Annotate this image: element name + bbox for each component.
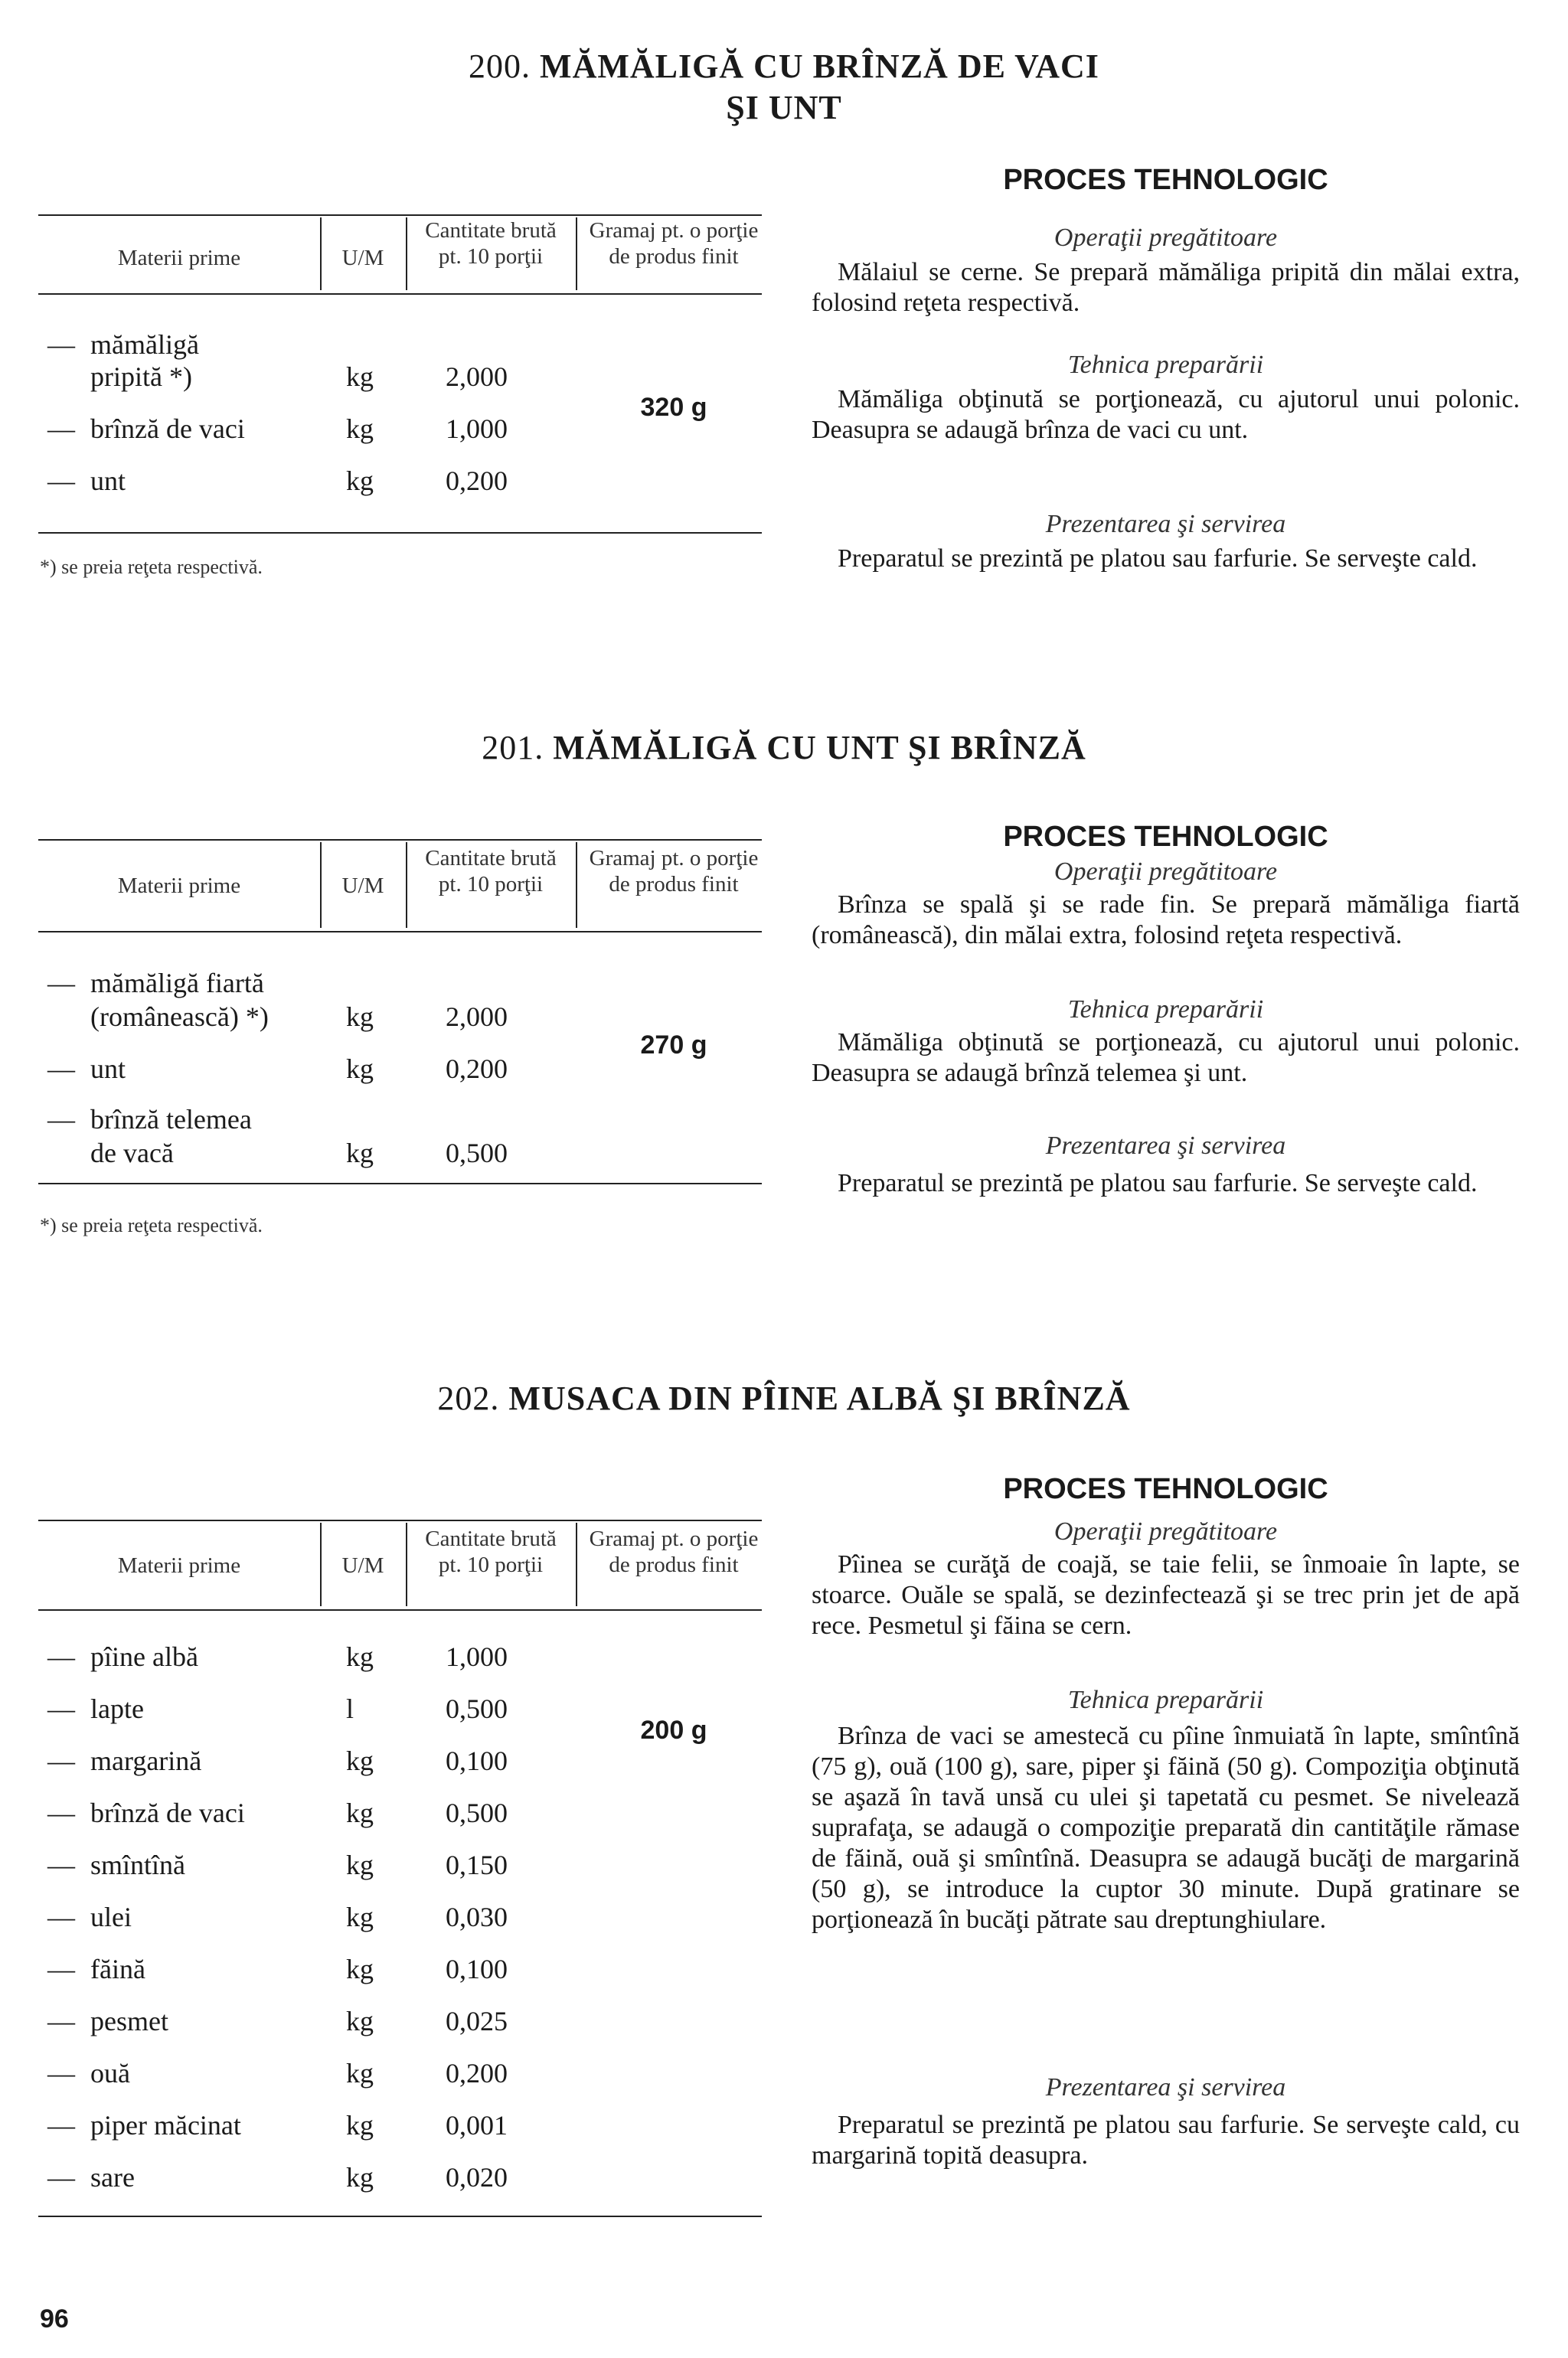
ingredient-unit: kg bbox=[346, 361, 374, 392]
ingredient-dash: — bbox=[47, 1053, 75, 1084]
technique-heading: Tehnica preparării bbox=[1067, 995, 1264, 1024]
ingredient-qty: 0,500 bbox=[446, 1693, 508, 1724]
table-divider bbox=[406, 1523, 407, 1606]
ingredient-unit: kg bbox=[346, 1053, 374, 1084]
ingredient-qty: 0,200 bbox=[446, 465, 508, 496]
gramaj-value: 200 g bbox=[640, 1716, 707, 1745]
table-divider bbox=[576, 842, 577, 928]
serving-heading: Prezentarea şi servirea bbox=[1045, 510, 1286, 538]
ingredient-dash: — bbox=[47, 2162, 75, 2193]
ingredient-dash: — bbox=[47, 1850, 75, 1880]
ingredient-dash: — bbox=[47, 2110, 75, 2141]
ingredient-qty: 2,000 bbox=[446, 1001, 508, 1032]
table-divider bbox=[576, 1523, 577, 1606]
ingredient-dash: — bbox=[47, 1902, 75, 1932]
ingredient-name: lapte bbox=[90, 1693, 144, 1724]
ingredient-name: ulei bbox=[90, 1902, 132, 1932]
serving-heading: Prezentarea şi servirea bbox=[1045, 1132, 1286, 1160]
ingredient-qty: 0,030 bbox=[446, 1902, 508, 1932]
ingredient-unit: kg bbox=[346, 1746, 374, 1776]
table-divider bbox=[406, 842, 407, 928]
preparatory-heading: Operaţii pregătitoare bbox=[1054, 224, 1278, 252]
technique-text: Brînza de vaci se amestecă cu pîine înmuiată în lapte, smîntînă (75 g), ouă (100 g), sare, piper şi făină (50 g). Compoziţia obţinută se aşază în tavă unsă cu ulei şi tapetată cu pesmet. Se nivelează suprafaţa, se adaugă o compoziţie preparată din cantităţile rămase de făină, ouă şi smîntînă. Deasupra se adaugă bucăţi de margarină (50 g), se introduce la cuptor 30 minute. După gratinare se porţionează în bucăţi pătrate sau dreptunghiulare. bbox=[812, 1722, 1520, 1934]
ingredient-qty: 0,001 bbox=[446, 2110, 508, 2141]
header-gramaj: Gramaj pt. o porţie de produs finit bbox=[589, 1527, 759, 1577]
ingredient-qty: 1,000 bbox=[446, 1641, 508, 1672]
ingredient-name: ouă bbox=[90, 2058, 130, 2089]
ingredient-dash: — bbox=[47, 968, 75, 998]
ingredient-qty: 0,200 bbox=[446, 1053, 508, 1084]
table-rule bbox=[38, 931, 762, 932]
ingredient-name-cont: pripită *) bbox=[90, 361, 192, 392]
header-materials: Materii prime bbox=[117, 1553, 241, 1578]
ingredient-unit: kg bbox=[346, 413, 374, 444]
ingredient-name: unt bbox=[90, 465, 126, 496]
recipe-number: 202. bbox=[437, 1380, 500, 1417]
technique-text: Mămăliga obţinută se porţionează, cu ajutorul unui polonic. Deasupra se adaugă brînza de vaci cu unt. bbox=[812, 385, 1520, 444]
ingredient-qty: 2,000 bbox=[446, 361, 508, 392]
gramaj-value: 320 g bbox=[640, 393, 707, 422]
ingredient-unit: kg bbox=[346, 2162, 374, 2193]
ingredient-unit: kg bbox=[346, 1902, 374, 1932]
ingredient-unit: kg bbox=[346, 465, 374, 496]
header-quantity: Cantitate brută pt. 10 porţii bbox=[425, 846, 557, 896]
preparatory-text: Brînza se spală şi se rade fin. Se prepară mămăliga fiartă (românească), din mălai extra, folosind reţeta respectivă. bbox=[812, 890, 1520, 949]
ingredient-unit: l bbox=[346, 1693, 354, 1724]
recipe-title-line1: MĂMĂLIGĂ CU UNT ŞI BRÎNZĂ bbox=[553, 729, 1086, 766]
recipe-title-line1: MUSACA DIN PÎINE ALBĂ ŞI BRÎNZĂ bbox=[508, 1380, 1131, 1417]
ingredient-name: mămăligă bbox=[90, 329, 199, 360]
ingredient-dash: — bbox=[47, 2006, 75, 2036]
header-unit: U/M bbox=[341, 874, 384, 898]
ingredient-qty: 1,000 bbox=[446, 413, 508, 444]
ingredient-unit: kg bbox=[346, 2110, 374, 2141]
recipe-201-title bbox=[0, 727, 1568, 769]
ingredient-name: mămăligă fiartă bbox=[90, 968, 264, 998]
ingredient-unit: kg bbox=[346, 1954, 374, 1984]
ingredient-qty: 0,100 bbox=[446, 1746, 508, 1776]
ingredient-dash: — bbox=[47, 1641, 75, 1672]
header-gramaj: Gramaj pt. o porţie de produs finit bbox=[589, 846, 759, 896]
header-quantity: Cantitate brută pt. 10 porţii bbox=[425, 1527, 557, 1577]
preparatory-heading: Operaţii pregătitoare bbox=[1054, 857, 1278, 886]
table-rule bbox=[38, 293, 762, 295]
ingredient-name-cont: (românească) *) bbox=[90, 1001, 269, 1032]
technique-heading: Tehnica preparării bbox=[1067, 1686, 1264, 1714]
ingredient-name: smîntînă bbox=[90, 1850, 185, 1880]
technique-heading: Tehnica preparării bbox=[1067, 351, 1264, 379]
ingredient-unit: kg bbox=[346, 1138, 374, 1168]
recipe-200-title bbox=[0, 46, 1568, 87]
ingredient-name: pîine albă bbox=[90, 1641, 198, 1672]
header-unit: U/M bbox=[341, 246, 384, 270]
table-rule bbox=[38, 532, 762, 534]
serving-text: Preparatul se prezintă pe platou sau farfurie. Se serveşte cald. bbox=[838, 1169, 1478, 1197]
footnote: *) se preia reţeta respectivă. bbox=[40, 556, 263, 578]
page-number: 96 bbox=[40, 2304, 69, 2334]
table-divider bbox=[576, 217, 577, 290]
recipe-200-title-line2: ŞI UNT bbox=[726, 89, 842, 126]
table-rule bbox=[38, 1609, 762, 1611]
ingredient-qty: 0,020 bbox=[446, 2162, 508, 2193]
process-heading: PROCES TEHNOLOGIC bbox=[1003, 1473, 1328, 1505]
ingredient-dash: — bbox=[47, 1954, 75, 1984]
ingredient-unit: kg bbox=[346, 2006, 374, 2036]
ingredient-name-cont: de vacă bbox=[90, 1138, 174, 1168]
ingredient-name: piper măcinat bbox=[90, 2110, 241, 2141]
preparatory-text: Pîinea se curăţă de coajă, se taie felii, se înmoaie în lapte, se stoarce. Ouăle se spală, se dezinfectează şi se trec prin jet de apă rece. Pesmetul şi făina se cern. bbox=[812, 1550, 1520, 1640]
table-rule bbox=[38, 839, 762, 841]
ingredient-qty: 0,025 bbox=[446, 2006, 508, 2036]
ingredient-dash: — bbox=[47, 1746, 75, 1776]
ingredient-name: pesmet bbox=[90, 2006, 168, 2036]
ingredient-qty: 0,150 bbox=[446, 1850, 508, 1880]
ingredient-dash: — bbox=[47, 1693, 75, 1724]
header-quantity: Cantitate brută pt. 10 porţii bbox=[425, 218, 557, 269]
ingredient-unit: kg bbox=[346, 1641, 374, 1672]
serving-text: Preparatul se prezintă pe platou sau farfurie. Se serveşte cald. bbox=[838, 544, 1478, 573]
ingredient-dash: — bbox=[47, 465, 75, 496]
technique-text: Mămăliga obţinută se porţionează, cu ajutorul unui polonic. Deasupra se adaugă brînză telemea şi unt. bbox=[812, 1028, 1520, 1087]
recipe-number: 201. bbox=[482, 729, 544, 766]
ingredient-name: sare bbox=[90, 2162, 135, 2193]
header-unit: U/M bbox=[341, 1553, 384, 1578]
ingredient-dash: — bbox=[47, 413, 75, 444]
footnote: *) se preia reţeta respectivă. bbox=[40, 1214, 263, 1236]
ingredient-qty: 0,200 bbox=[446, 2058, 508, 2089]
preparatory-text: Mălaiul se cerne. Se prepară mămăliga pripită din mălai extra, folosind reţeta respectivă. bbox=[812, 258, 1520, 317]
ingredient-unit: kg bbox=[346, 1798, 374, 1828]
ingredient-name: brînză de vaci bbox=[90, 1798, 245, 1828]
serving-text: Preparatul se prezintă pe platou sau farfurie. Se serveşte cald, cu margarină topită deasupra. bbox=[812, 2111, 1520, 2170]
recipe-202-title bbox=[0, 1378, 1568, 1419]
gramaj-value: 270 g bbox=[640, 1030, 707, 1060]
ingredient-unit: kg bbox=[346, 2058, 374, 2089]
ingredient-dash: — bbox=[47, 329, 75, 360]
process-heading: PROCES TEHNOLOGIC bbox=[1003, 164, 1328, 196]
table-rule bbox=[38, 1183, 762, 1184]
header-materials: Materii prime bbox=[117, 246, 241, 270]
ingredient-name: brînză de vaci bbox=[90, 413, 245, 444]
table-rule bbox=[38, 1520, 762, 1521]
preparatory-heading: Operaţii pregătitoare bbox=[1054, 1517, 1278, 1546]
process-heading: PROCES TEHNOLOGIC bbox=[1003, 821, 1328, 853]
header-gramaj: Gramaj pt. o porţie de produs finit bbox=[589, 218, 759, 269]
serving-heading: Prezentarea şi servirea bbox=[1045, 2073, 1286, 2102]
ingredient-dash: — bbox=[47, 1104, 75, 1135]
recipe-number: 200. bbox=[469, 47, 531, 85]
ingredient-qty: 0,100 bbox=[446, 1954, 508, 1984]
ingredient-qty: 0,500 bbox=[446, 1138, 508, 1168]
table-rule bbox=[38, 214, 762, 216]
ingredient-dash: — bbox=[47, 1798, 75, 1828]
ingredient-name: unt bbox=[90, 1053, 126, 1084]
ingredient-name: brînză telemea bbox=[90, 1104, 252, 1135]
ingredient-name: făină bbox=[90, 1954, 145, 1984]
header-materials: Materii prime bbox=[117, 874, 241, 898]
table-divider bbox=[406, 217, 407, 290]
table-rule bbox=[38, 2216, 762, 2217]
ingredient-dash: — bbox=[47, 2058, 75, 2089]
recipe-title-line1: MĂMĂLIGĂ CU BRÎNZĂ DE VACI bbox=[540, 47, 1099, 85]
ingredient-unit: kg bbox=[346, 1001, 374, 1032]
ingredient-name: margarină bbox=[90, 1746, 202, 1776]
ingredient-qty: 0,500 bbox=[446, 1798, 508, 1828]
ingredient-unit: kg bbox=[346, 1850, 374, 1880]
